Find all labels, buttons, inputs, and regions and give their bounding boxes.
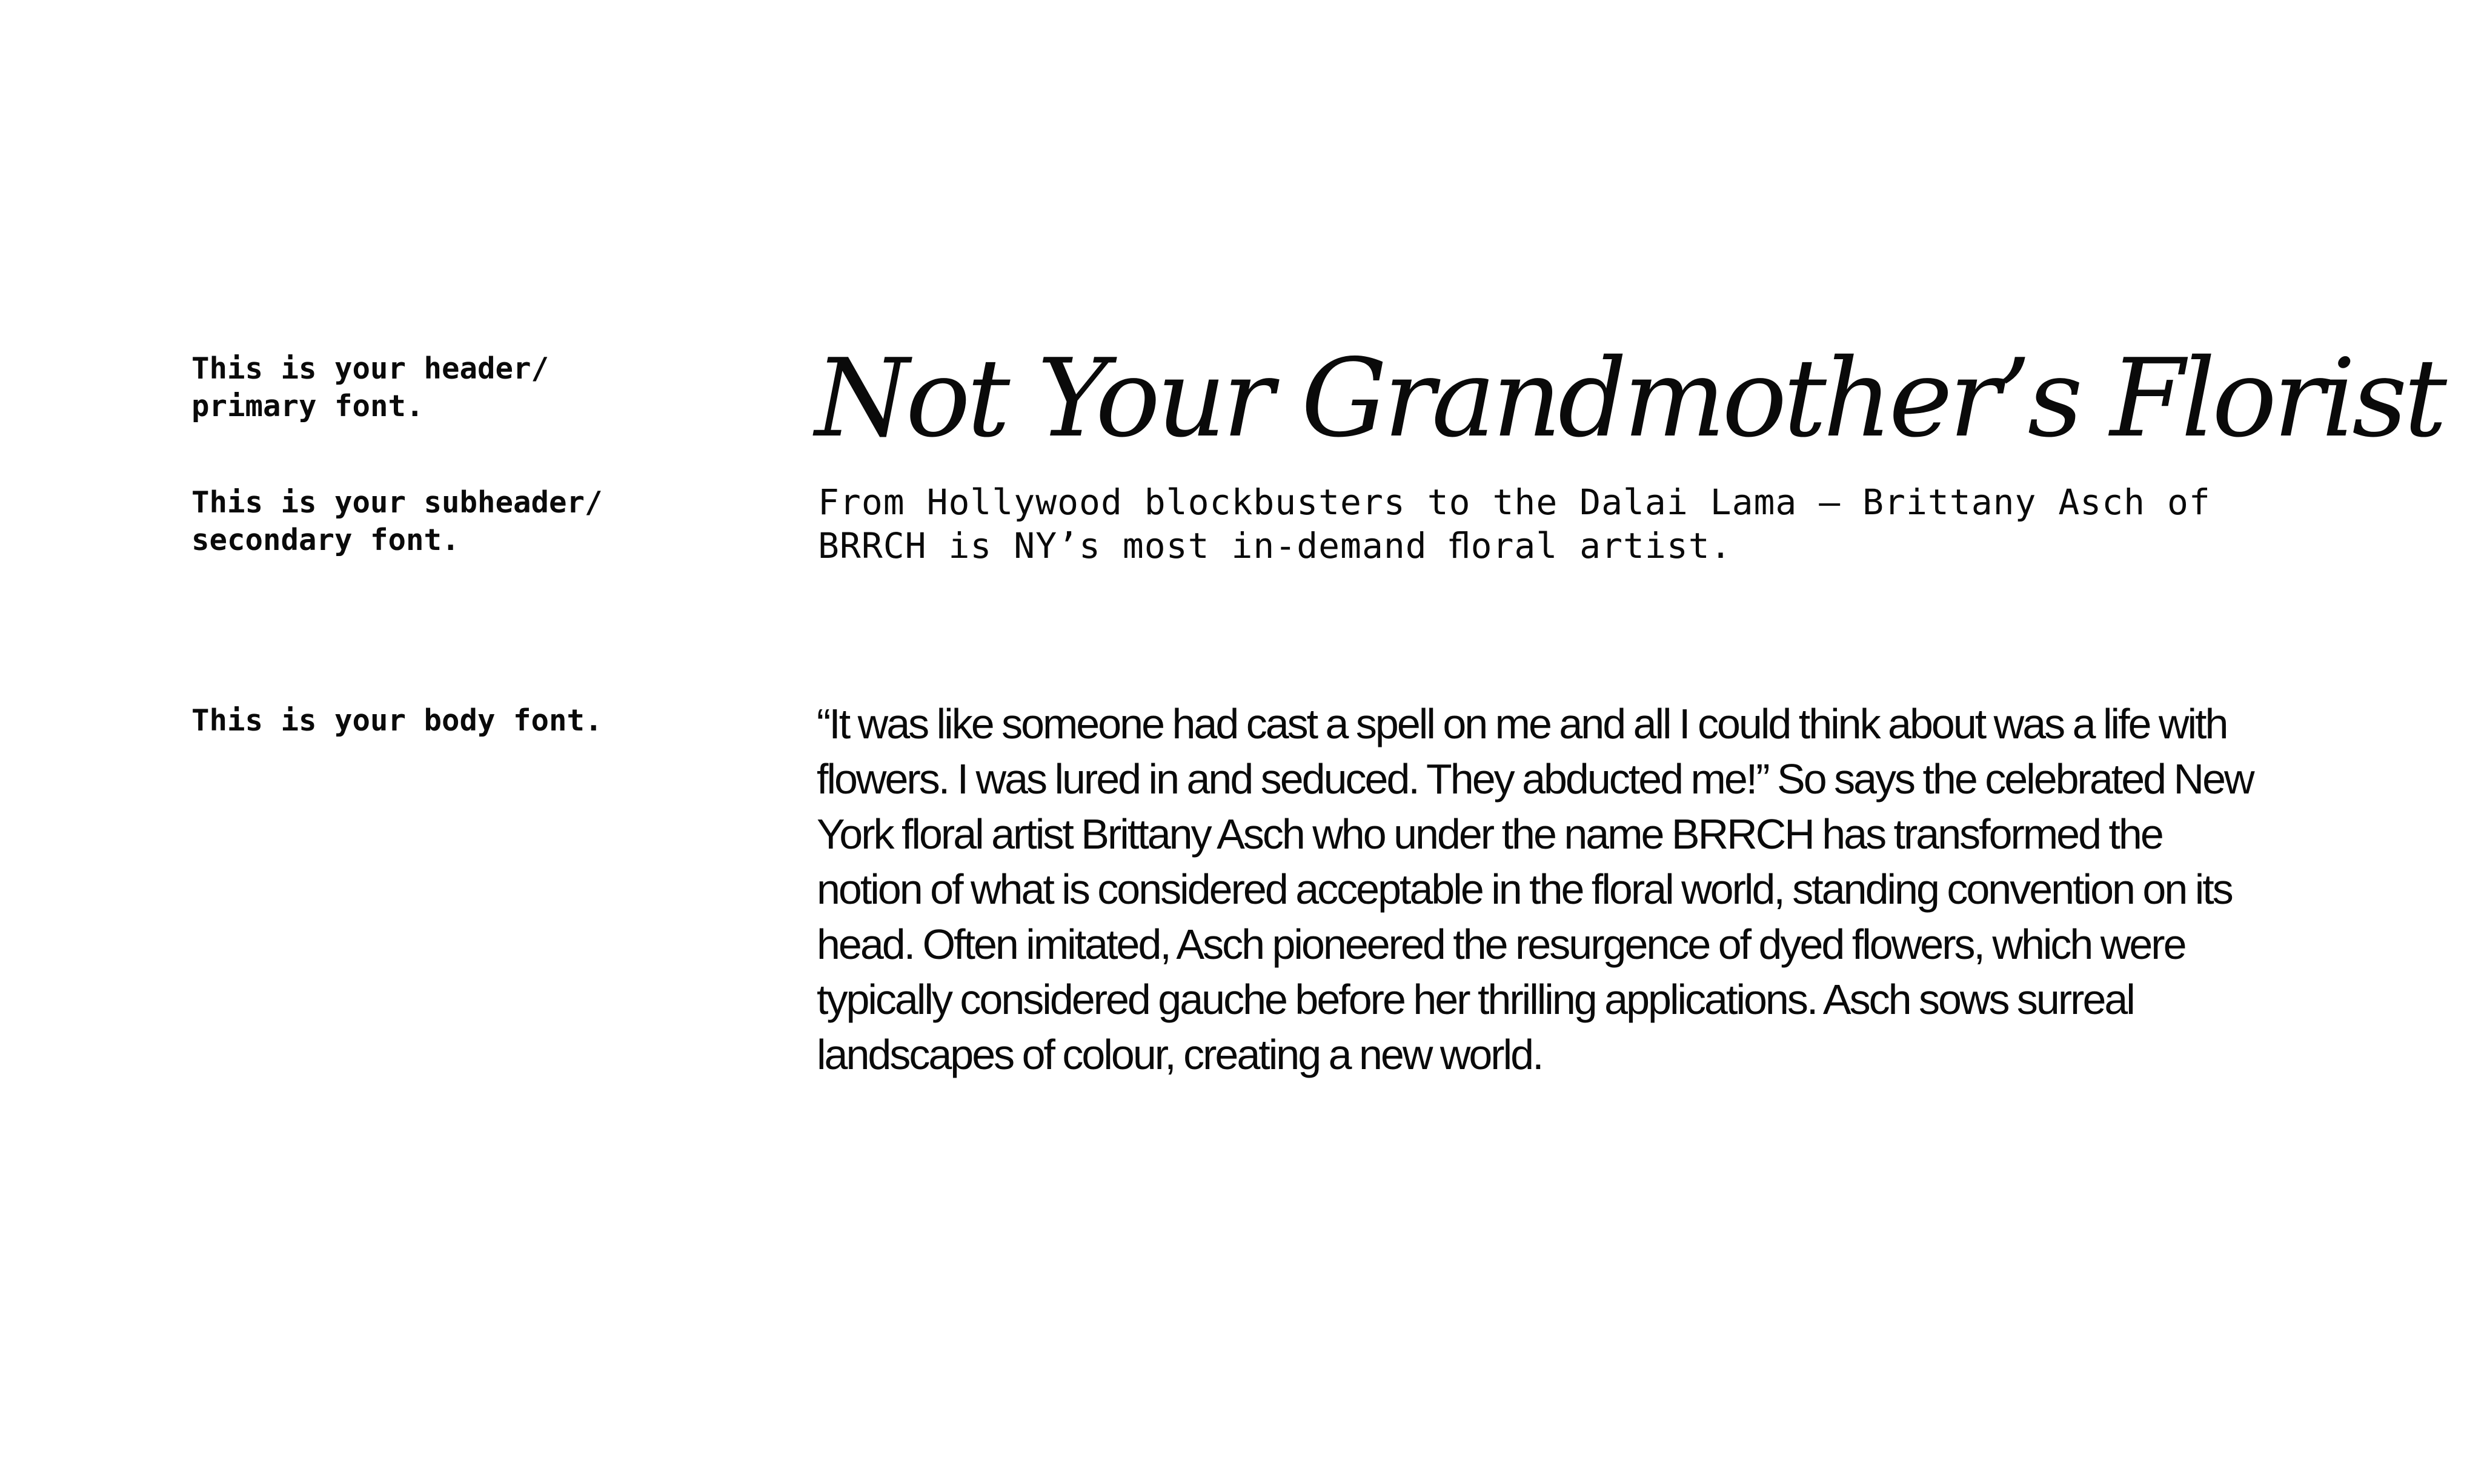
sample-body-text: “It was like someone had cast a spell on me and all I could think about was a life with flowers. I was lured in and seduced. They abducted me!” So says the celebrated New York floral artist Brittany Asch who under the name BRRCH has transformed the notion of what is considered acceptable in the floral world, standing convention on its head. Often imitated, Asch pioneered the resurgence of dyed flowers, which were typically considered gauche before her thrilling applications. Asch sows surreal landscapes of colour, creating a new world. <box>817 700 2253 1078</box>
sample-subheader: From Hollywood blockbusters to the Dalai Lama – Brittany Asch of BRRCH is NY’s most in-demand ﬂoral artist. <box>818 482 2211 566</box>
subheader-font-label: This is your subheader/ secondary font. <box>191 485 603 557</box>
sample-headline: Not Your Grandmother’s Florist <box>815 336 2444 461</box>
header-font-label: This is your header/ primary font. <box>191 351 550 423</box>
body-font-label: This is your body font. <box>191 703 603 738</box>
